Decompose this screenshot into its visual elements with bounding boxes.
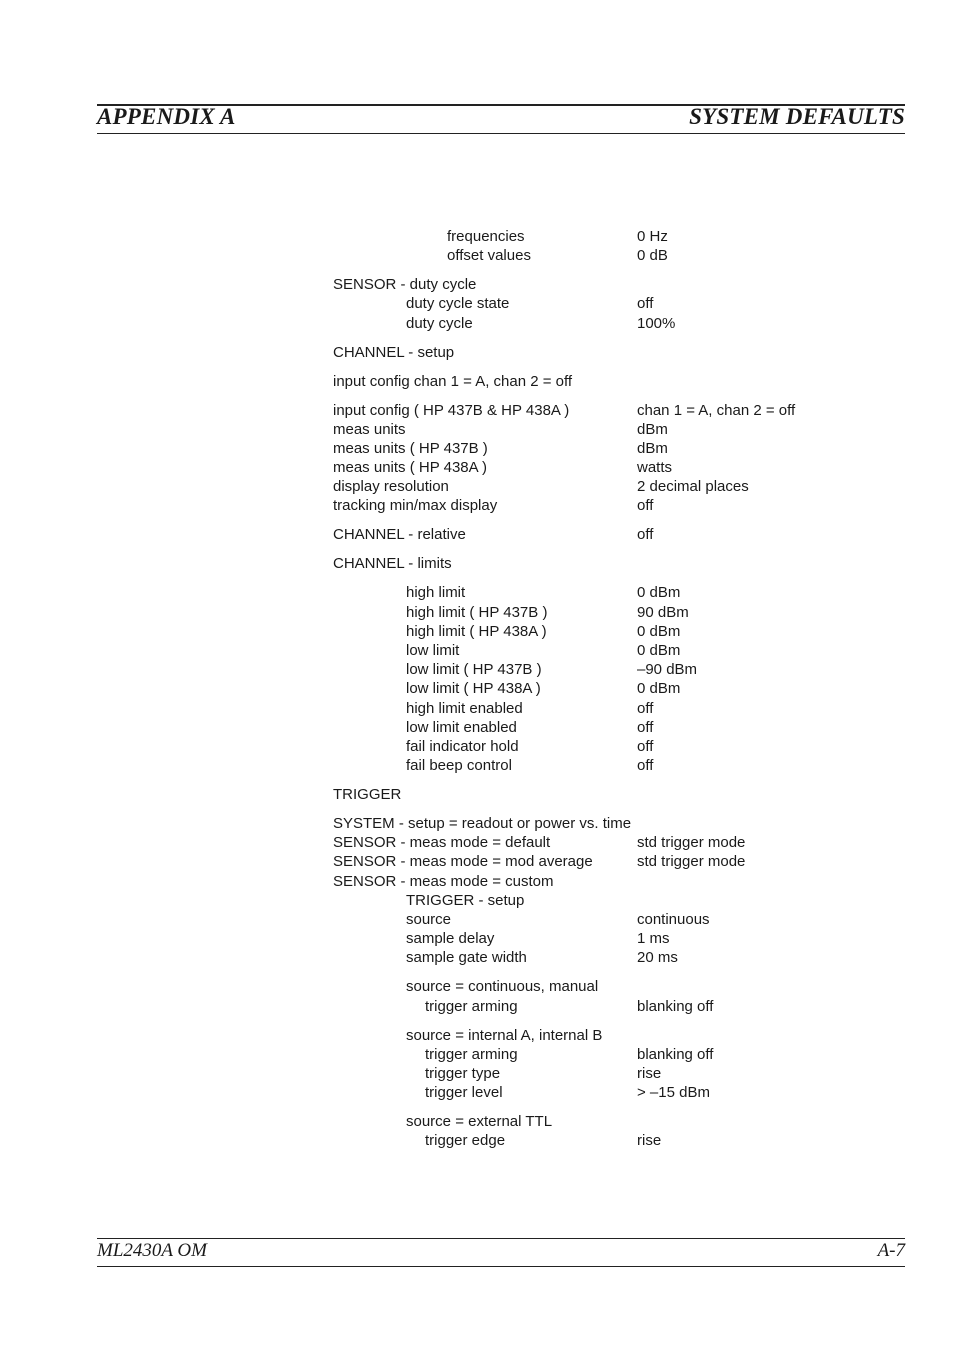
setting-label: source [406,910,452,928]
setting-row [0,227,954,246]
setting-value: 100% [637,314,676,332]
footer-top-rule [97,1238,905,1239]
setting-value: 90 dBm [637,603,689,621]
footer-page-number: A-7 [877,1240,905,1261]
setting-value: off [637,737,654,755]
setting-label: meas units [333,420,406,438]
setting-value: dBm [637,420,668,438]
setting-label: CHANNEL - setup [333,343,455,361]
setting-value: 0 Hz [637,228,668,245]
setting-label: low limit ( HP 438A ) [406,680,541,698]
setting-row [0,439,954,458]
setting-value: 0 dB [637,247,668,265]
setting-value: dBm [637,439,668,457]
setting-value: blanking off [637,1045,714,1063]
setting-row [0,525,954,544]
setting-row [0,583,954,602]
setting-label: offset values [447,247,531,265]
setting-label: CHANNEL - relative [333,526,466,544]
setting-label: trigger arming [425,1045,518,1063]
setting-label: high limit ( HP 437B ) [406,603,548,621]
setting-value: –90 dBm [637,661,698,679]
setting-value: off [637,718,654,736]
setting-label: low limit enabled [406,718,517,736]
setting-label: display resolution [333,478,449,496]
setting-row [0,1064,954,1083]
setting-label: duty cycle [406,314,473,332]
setting-value: off [637,757,654,775]
setting-label: source = internal A, internal B [406,1026,603,1044]
setting-row [0,814,954,833]
setting-value: rise [637,1064,662,1082]
setting-row [0,948,954,967]
setting-row [0,343,954,362]
setting-label: input config chan 1 = A, chan 2 = off [333,372,573,390]
footer-manual-name: ML2430A OM [97,1240,207,1261]
setting-row [0,737,954,756]
setting-row [0,622,954,641]
setting-label: fail beep control [406,757,512,775]
setting-value: > –15 dBm [637,1084,710,1102]
setting-value: 1 ms [637,930,670,948]
setting-value: rise [637,1132,662,1150]
setting-label: tracking min/max display [333,497,498,515]
setting-row [0,275,954,294]
setting-row [0,718,954,737]
setting-value: 0 dBm [637,680,681,698]
setting-label: low limit ( HP 437B ) [406,661,542,679]
setting-row [0,246,954,265]
setting-label: duty cycle state [406,295,510,313]
setting-value: std trigger mode [637,834,746,852]
setting-row [0,477,954,496]
setting-label: high limit ( HP 438A ) [406,622,547,640]
setting-label: low limit [406,641,460,659]
setting-value: continuous [637,910,710,928]
header-bottom-rule [97,133,905,134]
setting-row [0,977,954,996]
setting-row [0,1083,954,1102]
setting-row [0,997,954,1016]
setting-row [0,872,954,891]
setting-label: trigger arming [425,997,518,1015]
setting-row [0,1045,954,1064]
setting-value: off [637,526,654,544]
setting-label: trigger level [425,1084,503,1102]
setting-label: SENSOR - meas mode = custom [333,872,554,890]
setting-label: input config ( HP 437B & HP 438A ) [333,401,570,419]
setting-value: 0 dBm [637,584,681,602]
setting-label: sample delay [406,930,495,948]
setting-value: off [637,295,654,313]
setting-label: high limit [406,584,466,602]
setting-value: std trigger mode [637,853,746,871]
header-section-title: SYSTEM DEFAULTS [689,104,905,129]
setting-row [0,679,954,698]
setting-value: 2 decimal places [637,478,749,496]
setting-label: high limit enabled [406,699,523,717]
setting-row [0,420,954,439]
setting-row [0,756,954,775]
setting-row [0,372,954,391]
setting-label: trigger edge [425,1132,506,1150]
setting-label: TRIGGER [333,786,402,804]
setting-label: meas units ( HP 438A ) [333,459,487,477]
setting-label: SENSOR - meas mode = mod average [333,853,593,871]
header-appendix-title: APPENDIX A [97,104,236,129]
setting-label: source = continuous, manual [406,978,599,996]
setting-value: chan 1 = A, chan 2 = off [637,401,796,419]
setting-label: fail indicator hold [406,737,519,755]
setting-label: TRIGGER - setup [406,891,525,909]
setting-row [0,891,954,910]
setting-label: frequencies [447,228,525,245]
setting-value: off [637,497,654,515]
setting-label: SYSTEM - setup = readout or power vs. time [333,815,632,833]
setting-row [0,1112,954,1131]
setting-row [0,910,954,929]
setting-value: 0 dBm [637,641,681,659]
setting-label: SENSOR - meas mode = default [333,834,551,852]
setting-row [0,660,954,679]
setting-value: blanking off [637,997,714,1015]
setting-label: SENSOR - duty cycle [333,276,477,294]
setting-row [0,1026,954,1045]
setting-value: off [637,699,654,717]
setting-row [0,314,954,333]
setting-value: watts [637,459,673,477]
setting-row [0,1131,954,1150]
setting-label: meas units ( HP 437B ) [333,439,488,457]
setting-row [0,294,954,313]
setting-label: trigger type [425,1064,501,1082]
setting-row [0,458,954,477]
setting-label: source = external TTL [406,1113,553,1131]
defaults-list [0,227,954,1150]
footer-bottom-rule [97,1266,905,1267]
setting-row [0,929,954,948]
setting-value: 0 dBm [637,622,681,640]
setting-row [0,603,954,622]
setting-value: 20 ms [637,949,678,967]
setting-row [0,641,954,660]
setting-row [0,852,954,871]
setting-row [0,554,954,573]
setting-label: CHANNEL - limits [333,555,452,573]
setting-row [0,699,954,718]
setting-row [0,833,954,852]
setting-row [0,401,954,420]
setting-row [0,785,954,804]
setting-row [0,496,954,515]
setting-label: sample gate width [406,949,527,967]
